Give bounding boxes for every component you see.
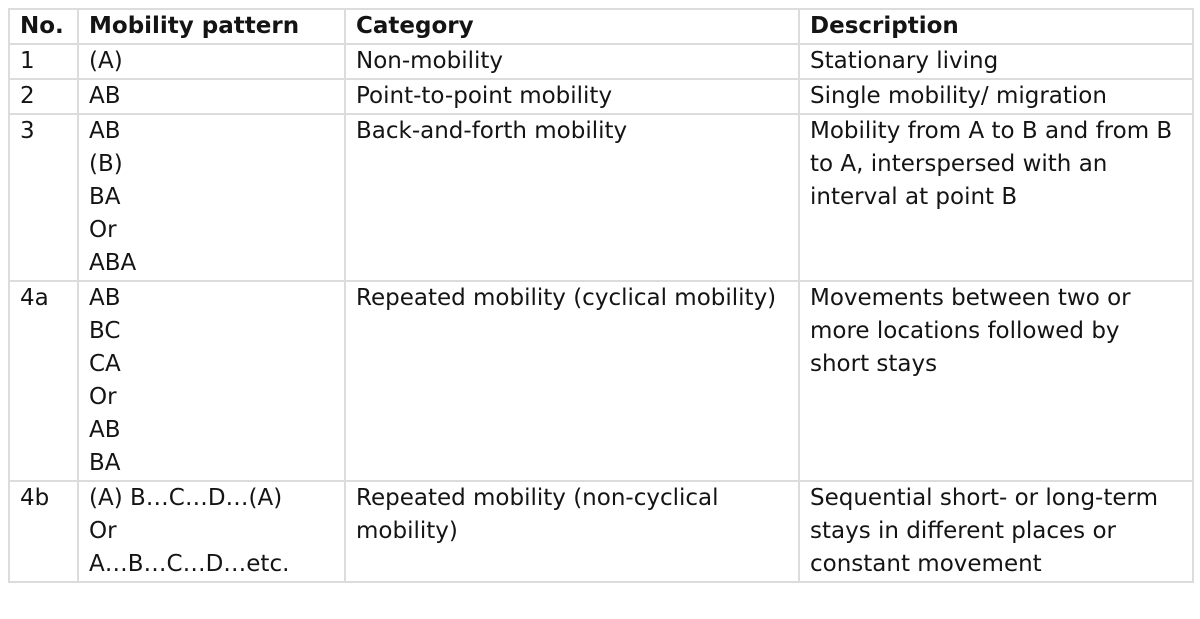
table-row bbox=[9, 481, 1193, 582]
cell-mobility-pattern bbox=[78, 44, 345, 79]
cell-description: Mobility from A to B and from B to A, interspersed with an interval at point B bbox=[799, 114, 1193, 281]
cell-description: Movements between two or more locations followed by short stays bbox=[799, 281, 1193, 481]
table-row bbox=[9, 44, 1193, 79]
cell-no: 2 bbox=[9, 79, 78, 114]
pattern-line: Or bbox=[89, 217, 117, 243]
pattern-line: Or bbox=[89, 384, 117, 410]
table-row bbox=[9, 281, 1193, 481]
header-mobility-pattern: Mobility pattern bbox=[78, 9, 345, 44]
pattern-line: A…B…C…D…etc. bbox=[89, 551, 290, 577]
cell-category: Repeated mobility (non-cyclical mobility) bbox=[345, 481, 799, 582]
pattern-line: CA bbox=[89, 351, 121, 377]
pattern-line: BC bbox=[89, 318, 121, 344]
table-row bbox=[9, 114, 1193, 281]
cell-mobility-pattern bbox=[78, 481, 345, 582]
cell-description: Sequential short- or long-term stays in different places or constant movement bbox=[799, 481, 1193, 582]
cell-no: 4b bbox=[9, 481, 78, 582]
pattern-line: BA bbox=[89, 184, 121, 210]
cell-no: 1 bbox=[9, 44, 78, 79]
cell-category: Repeated mobility (cyclical mobility) bbox=[345, 281, 799, 481]
cell-description: Stationary living bbox=[799, 44, 1193, 79]
cell-category: Non-mobility bbox=[345, 44, 799, 79]
cell-mobility-pattern bbox=[78, 79, 345, 114]
pattern-line: BA bbox=[89, 450, 121, 476]
pattern-line: AB bbox=[89, 417, 121, 443]
table-header-row bbox=[9, 9, 1193, 44]
cell-mobility-pattern bbox=[78, 114, 345, 281]
pattern-line: ABA bbox=[89, 250, 137, 276]
cell-description: Single mobility/ migration bbox=[799, 79, 1193, 114]
pattern-line: AB bbox=[89, 285, 121, 311]
pattern-line: AB bbox=[89, 83, 121, 109]
cell-category: Point-to-point mobility bbox=[345, 79, 799, 114]
pattern-line: (B) bbox=[89, 151, 123, 177]
cell-no: 3 bbox=[9, 114, 78, 281]
table-row bbox=[9, 79, 1193, 114]
cell-mobility-pattern bbox=[78, 281, 345, 481]
cell-category: Back-and-forth mobility bbox=[345, 114, 799, 281]
pattern-line: (A) B…C…D…(A) bbox=[89, 485, 283, 511]
header-no: No. bbox=[9, 9, 78, 44]
mobility-patterns-table bbox=[8, 8, 1194, 583]
pattern-line: AB bbox=[89, 118, 121, 144]
pattern-line: (A) bbox=[89, 48, 123, 74]
cell-no: 4a bbox=[9, 281, 78, 481]
header-category: Category bbox=[345, 9, 799, 44]
pattern-line: Or bbox=[89, 518, 117, 544]
header-description: Description bbox=[799, 9, 1193, 44]
